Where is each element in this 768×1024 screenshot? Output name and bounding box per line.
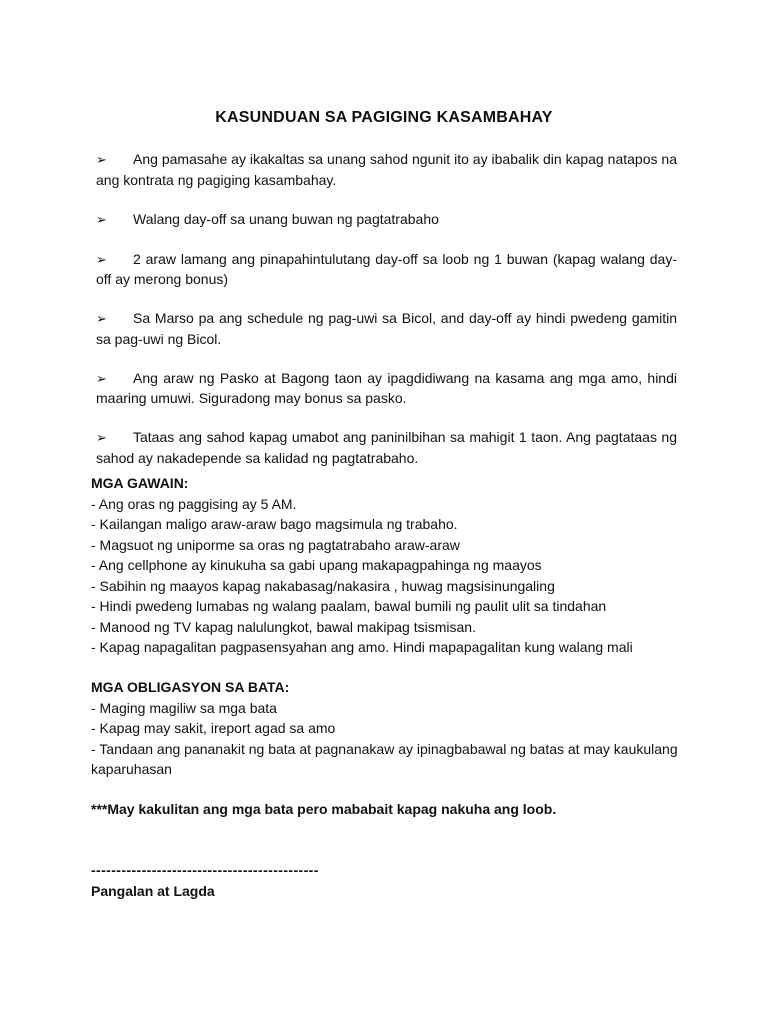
term-text: Ang pamasahe ay ikakaltas sa unang sahod ngunit ito ay ibabalik din kapag natapos na ang kontrata ng pagiging kasambahay. bbox=[96, 151, 677, 188]
gawain-item: - Ang oras ng paggising ay 5 AM. bbox=[91, 495, 297, 512]
obligasyon-item: - Kapag may sakit, ireport agad sa amo bbox=[91, 720, 336, 736]
gawain-item: - Magsuot ng uniporme sa oras ng pagtatrabaho araw-araw bbox=[91, 536, 460, 553]
obligasyon-item: - Maging magiliw sa mga bata bbox=[91, 699, 277, 716]
term-item bbox=[96, 428, 677, 468]
gawain-item: - Kailangan maligo araw-araw bago magsimula ng trabaho. bbox=[91, 516, 458, 532]
gawain-heading: MGA GAWAIN: bbox=[91, 475, 189, 491]
term-item bbox=[96, 210, 677, 231]
obligasyon-heading: MGA OBLIGASYON SA BATA: bbox=[91, 679, 290, 695]
term-text: 2 araw lamang ang pinapahintulutang day-off sa loob ng 1 buwan (kapag walang day-off ay merong bonus) bbox=[96, 250, 677, 287]
arrow-bullet-icon: ➢ bbox=[96, 312, 107, 327]
signature-line: --------------------------------------------- bbox=[91, 862, 319, 878]
gawain-item: - Ang cellphone ay kinukuha sa gabi upang makapagpahinga ng maayos bbox=[91, 557, 542, 573]
arrow-bullet-icon: ➢ bbox=[96, 252, 107, 268]
obligasyon-item: - Tandaan ang pananakit ng bata at pagnanakaw ay ipinagbabawal ng batas at may kaukulang kaparuhasan bbox=[91, 740, 678, 777]
arrow-bullet-icon: ➢ bbox=[96, 371, 107, 387]
term-item bbox=[96, 369, 677, 409]
obligasyon-section bbox=[91, 677, 691, 780]
gawain-item: - Sabihin ng maayos kapag nakabasag/nakasira , huwag magsisinungaling bbox=[91, 577, 555, 594]
document-title: KASUNDUAN SA PAGIGING KASAMBAHAY bbox=[215, 109, 553, 126]
term-text: Walang day-off sa unang buwan ng pagtatrabaho bbox=[133, 210, 439, 227]
gawain-item: - Hindi pwedeng lumabas ng walang paalam, bawal bumili ng paulit ulit sa tindahan bbox=[91, 598, 607, 614]
gawain-item: - Kapag napagalitan pagpasensyahan ang amo. Hindi mapapagalitan kung walang mali bbox=[91, 639, 633, 655]
gawain-item: - Manood ng TV kapag nalulungkot, bawal makipag tsismisan. bbox=[91, 618, 476, 635]
term-item bbox=[96, 150, 677, 190]
arrow-bullet-icon: ➢ bbox=[96, 431, 107, 446]
signature-label: Pangalan at Lagda bbox=[91, 883, 215, 899]
term-item bbox=[96, 250, 677, 290]
term-text: Sa Marso pa ang schedule ng pag-uwi sa Bicol, and day-off ay hindi pwedeng gamitin sa pag-uwi ng Bicol. bbox=[96, 310, 677, 347]
arrow-bullet-icon: ➢ bbox=[96, 212, 107, 228]
term-text: Tataas ang sahod kapag umabot ang paninilbihan sa mahigit 1 taon. Ang pagtataas ng sahod ay nakadepende sa kalidad ng pagtatrabaho. bbox=[96, 429, 677, 466]
closing-note: ***May kakulitan ang mga bata pero mababait kapag nakuha ang loob. bbox=[91, 801, 557, 817]
term-text: Ang araw ng Pasko at Bagong taon ay ipagdidiwang na kasama ang mga amo, hindi maaring umuwi. Siguradong may bonus sa pasko. bbox=[96, 369, 677, 406]
term-item bbox=[96, 309, 677, 349]
arrow-bullet-icon: ➢ bbox=[96, 153, 107, 168]
terms-list bbox=[96, 150, 677, 488]
gawain-section bbox=[91, 473, 691, 658]
